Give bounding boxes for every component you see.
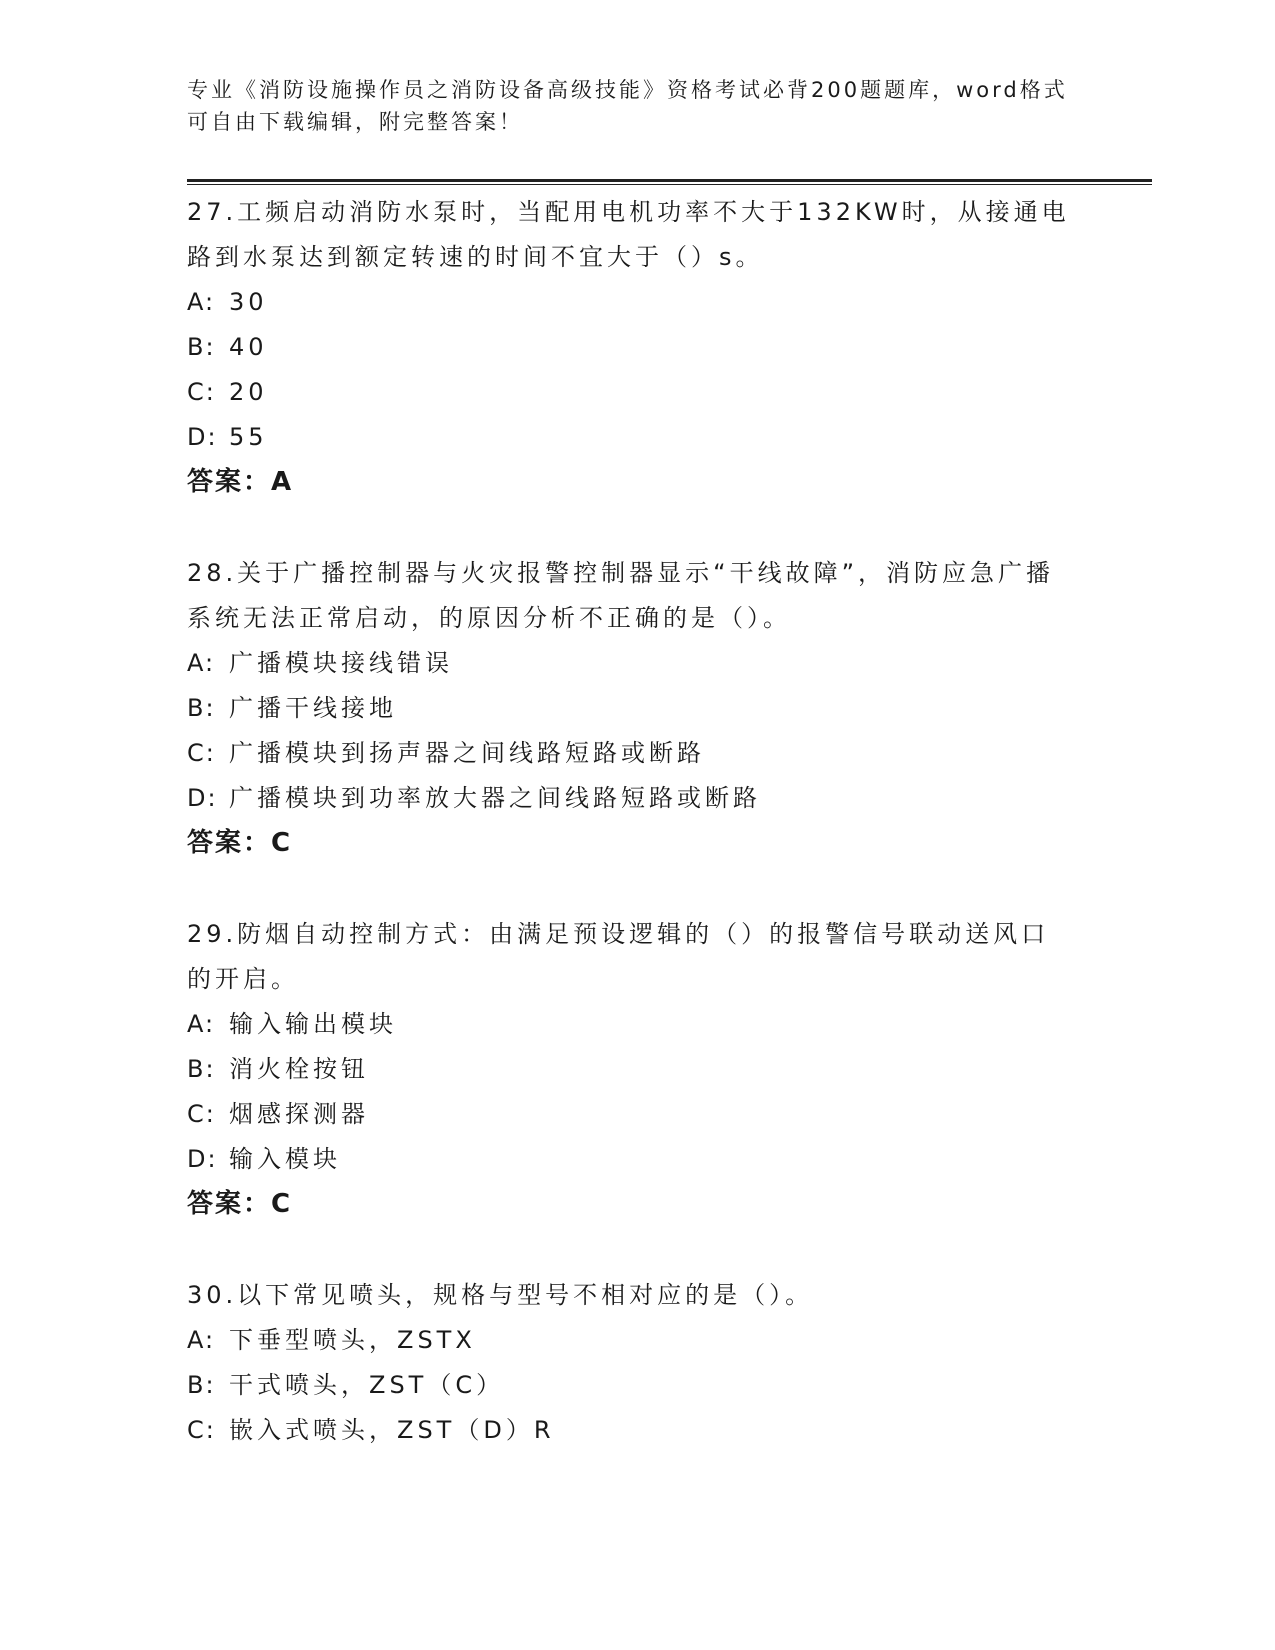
option-letter: A:	[187, 1326, 216, 1354]
option-letter: B:	[187, 333, 216, 361]
option-text: 广播模块到扬声器之间线路短路或断路	[229, 739, 705, 767]
option-a	[187, 1002, 1077, 1047]
option-letter: D:	[187, 1145, 218, 1173]
option-letter: A:	[187, 649, 216, 677]
option-text: 30	[229, 288, 268, 316]
option-b	[187, 1047, 1077, 1092]
question-28	[187, 551, 1077, 865]
answer-line: 答案：A	[187, 467, 294, 497]
question-list	[187, 190, 1077, 1453]
answer-line: 答案：C	[187, 1189, 293, 1219]
question-27	[187, 190, 1077, 504]
option-text: 嵌入式喷头，ZST（D）R	[229, 1416, 555, 1444]
option-text: 广播模块接线错误	[229, 649, 453, 677]
option-text: 广播模块到功率放大器之间线路短路或断路	[229, 784, 761, 812]
question-stem: 27.工频启动消防水泵时，当配用电机功率不大于132KW时，从接通电路到水泵达到额定转速的时间不宜大于（）s。	[187, 198, 1070, 271]
answer-line: 答案：C	[187, 828, 293, 858]
option-text: 40	[229, 333, 268, 361]
option-letter: D:	[187, 784, 218, 812]
option-text: 55	[229, 423, 268, 451]
option-a	[187, 280, 1077, 325]
option-a	[187, 1318, 1077, 1363]
option-d	[187, 1137, 1077, 1182]
option-letter: B:	[187, 694, 216, 722]
option-a	[187, 641, 1077, 686]
option-letter: A:	[187, 1010, 216, 1038]
header-rule-thin	[187, 184, 1152, 185]
option-c	[187, 1408, 1077, 1453]
option-letter: D:	[187, 423, 218, 451]
header-rule-thick	[187, 179, 1152, 182]
option-b	[187, 686, 1077, 731]
question-30	[187, 1273, 1077, 1453]
document-header: 专业《消防设施操作员之消防设备高级技能》资格考试必背200题题库，word格式可自由下载编辑，附完整答案！	[187, 78, 1068, 134]
option-c	[187, 1092, 1077, 1137]
option-text: 消火栓按钮	[229, 1055, 369, 1083]
question-stem: 28.关于广播控制器与火灾报警控制器显示“干线故障”，消防应急广播系统无法正常启动，的原因分析不正确的是（）。	[187, 559, 1055, 632]
option-letter: C:	[187, 739, 216, 767]
option-letter: C:	[187, 378, 216, 406]
option-text: 20	[229, 378, 268, 406]
option-text: 输入模块	[229, 1145, 341, 1173]
option-letter: B:	[187, 1055, 216, 1083]
option-letter: C:	[187, 1100, 216, 1128]
option-text: 下垂型喷头，ZSTX	[229, 1326, 476, 1354]
option-c	[187, 370, 1077, 415]
option-text: 输入输出模块	[229, 1010, 397, 1038]
option-d	[187, 776, 1077, 821]
option-text: 烟感探测器	[229, 1100, 369, 1128]
option-letter: A:	[187, 288, 216, 316]
question-stem: 29.防烟自动控制方式：由满足预设逻辑的（）的报警信号联动送风口的开启。	[187, 920, 1050, 993]
option-d	[187, 415, 1077, 460]
option-text: 干式喷头，ZST（C）	[229, 1371, 505, 1399]
question-stem: 30.以下常见喷头，规格与型号不相对应的是（）。	[187, 1281, 814, 1309]
option-b	[187, 325, 1077, 370]
option-text: 广播干线接地	[229, 694, 397, 722]
option-c	[187, 731, 1077, 776]
option-b	[187, 1363, 1077, 1408]
option-letter: B:	[187, 1371, 216, 1399]
option-letter: C:	[187, 1416, 216, 1444]
question-29	[187, 912, 1077, 1226]
